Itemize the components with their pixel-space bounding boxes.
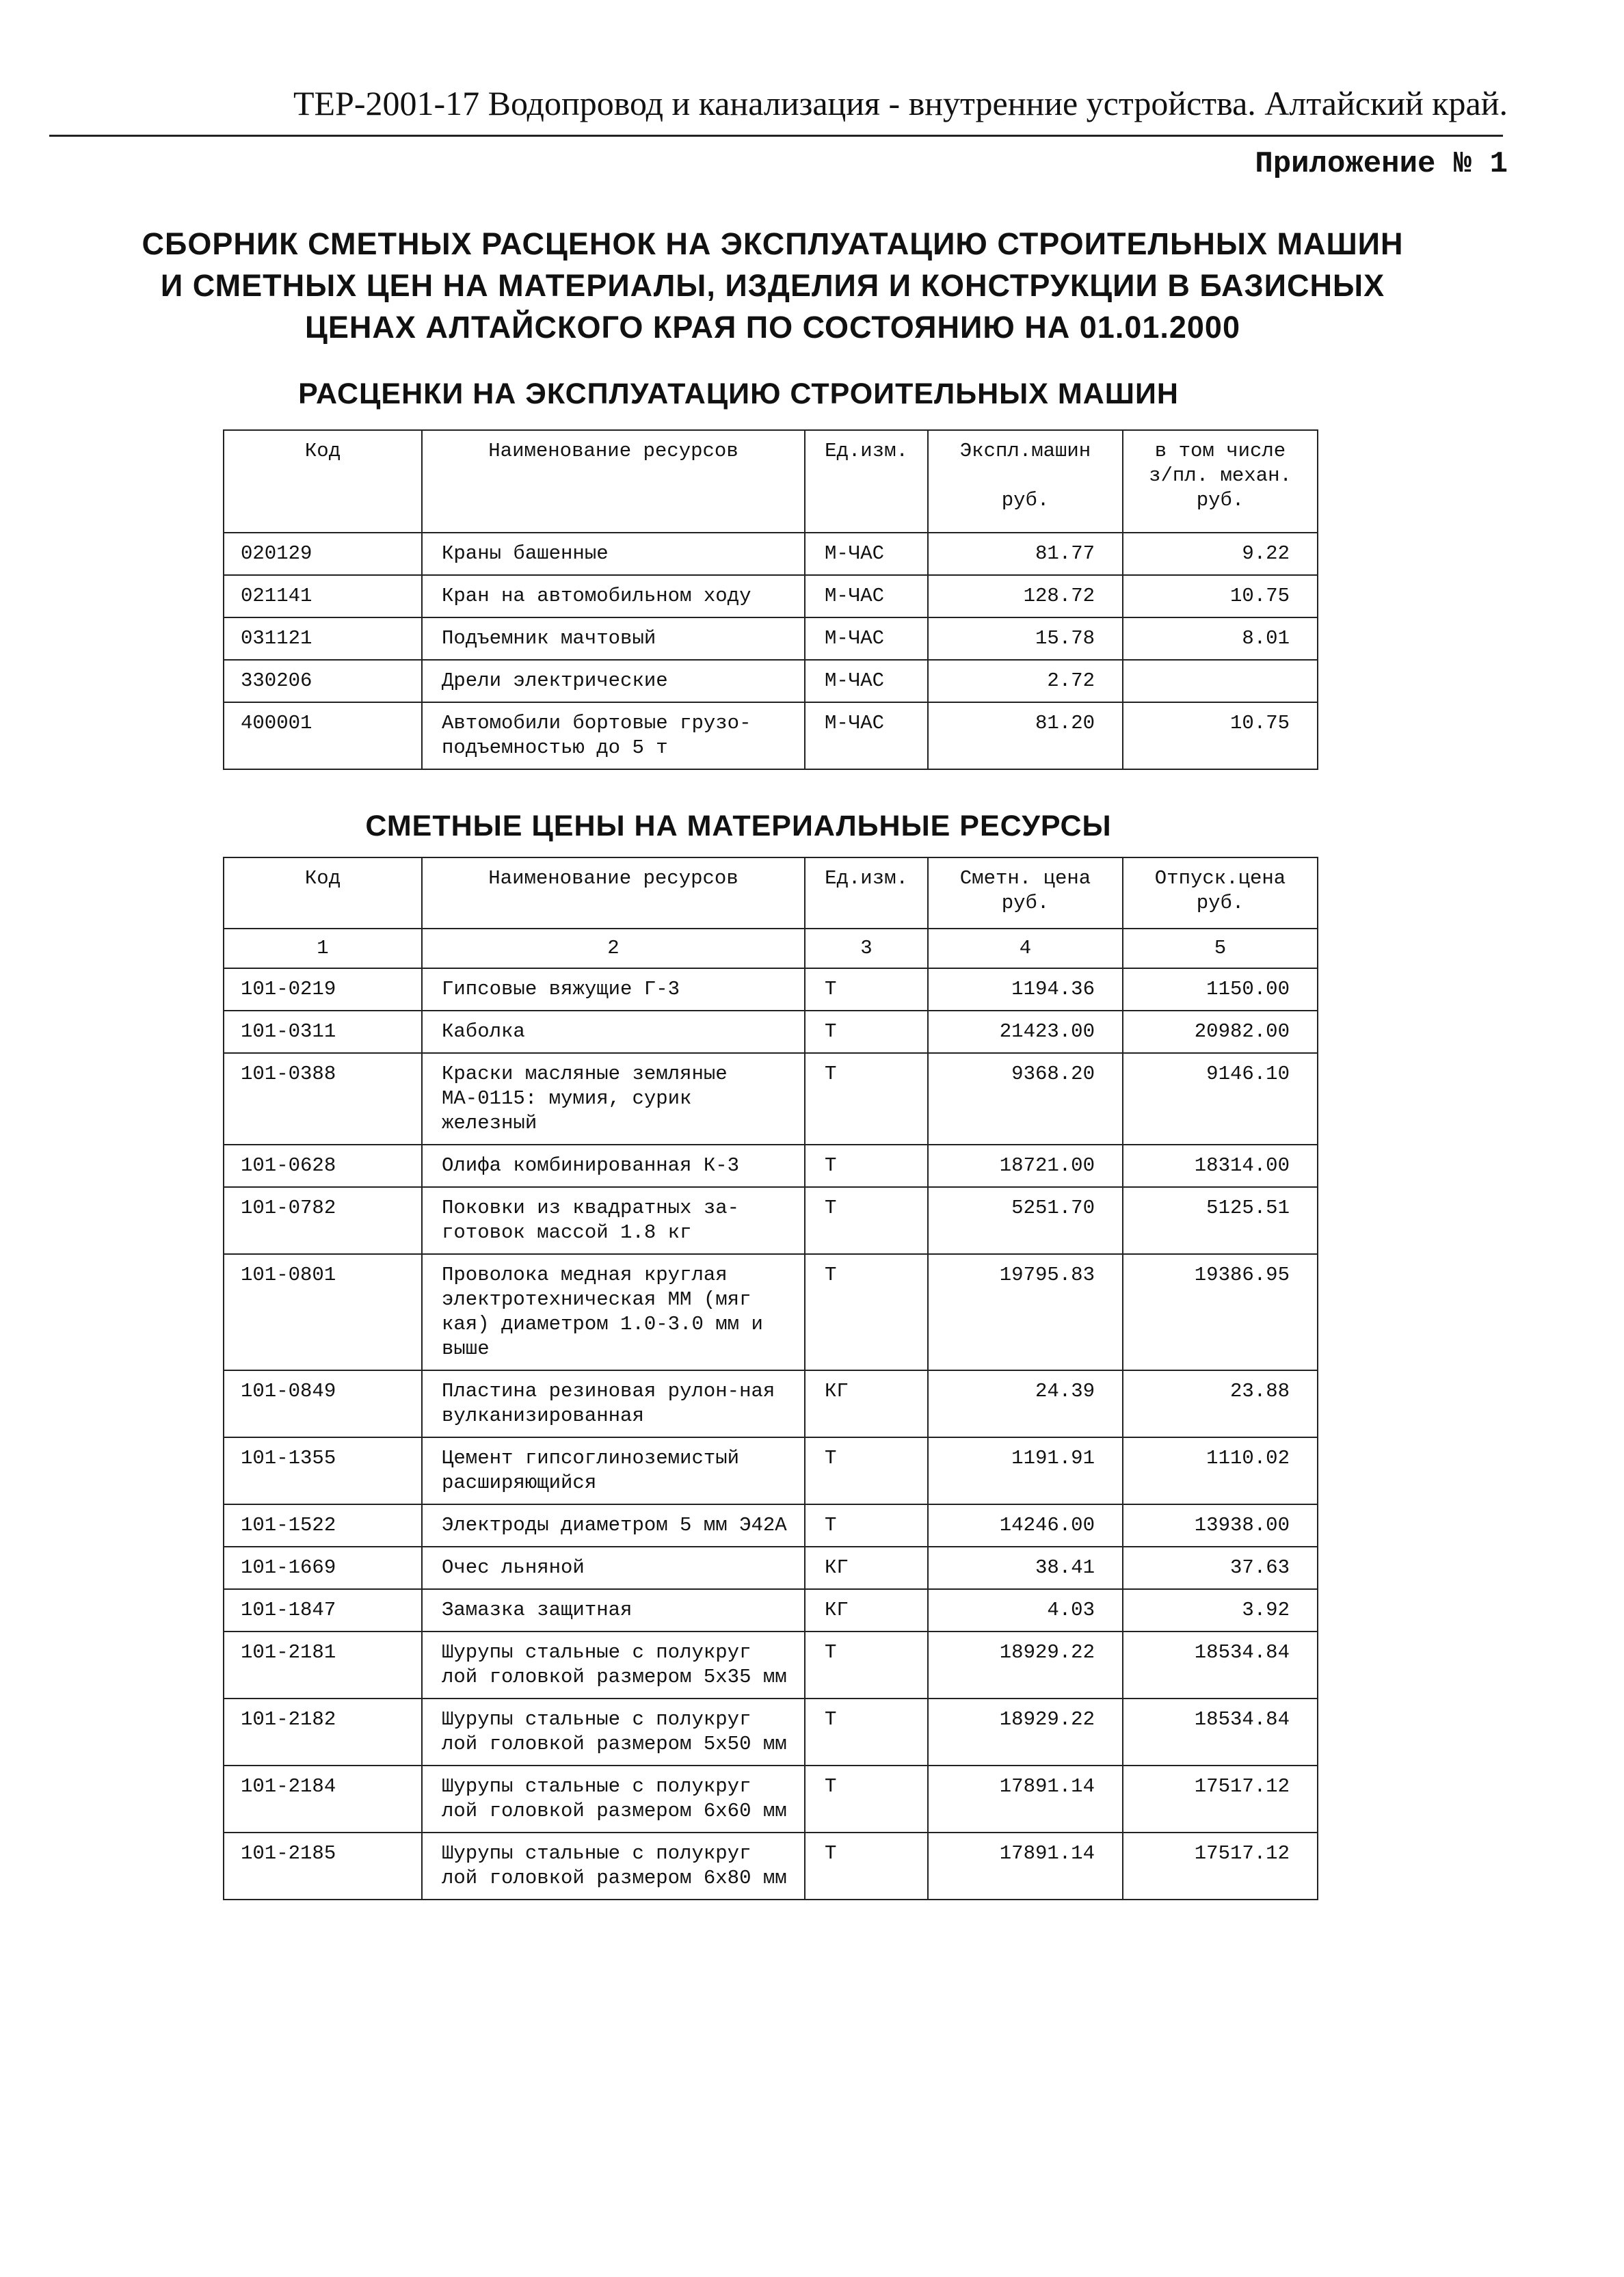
table-row (224, 617, 1318, 660)
header-unit: Ед.изм. (805, 430, 928, 533)
table-row (224, 1370, 1318, 1437)
cell-price: 2.72 (928, 660, 1123, 702)
cell-code: 101-1355 (224, 1437, 422, 1504)
table-row (224, 660, 1318, 702)
cell-unit: Т (805, 1833, 928, 1900)
cell-unit: Т (805, 1053, 928, 1145)
cell-name: Подъемник мачтовый (422, 617, 805, 660)
machines-table (223, 429, 1318, 770)
cell-code: 101-2181 (224, 1632, 422, 1699)
table-row (224, 1766, 1318, 1833)
cell-price-2: 18534.84 (1123, 1699, 1318, 1766)
cell-code: 101-2184 (224, 1766, 422, 1833)
cell-price-2: 1110.02 (1123, 1437, 1318, 1504)
cell-price-2: 5125.51 (1123, 1187, 1318, 1254)
column-number: 2 (422, 929, 805, 968)
cell-name: Электроды диаметром 5 мм Э42А (422, 1504, 805, 1547)
cell-name: Поковки из квадратных за-готовок массой 1.8 кг (422, 1187, 805, 1254)
cell-price: 21423.00 (928, 1011, 1123, 1053)
cell-name: Шурупы стальные с полукруг лой головкой размером 6х60 мм (422, 1766, 805, 1833)
title-line: СБОРНИК СМЕТНЫХ РАСЦЕНОК НА ЭКСПЛУАТАЦИЮ СТРОИТЕЛЬНЫХ МАШИН (142, 226, 1404, 261)
cell-price-2: 3.92 (1123, 1589, 1318, 1632)
header-wage-line2: з/пл. механ. (1149, 464, 1292, 487)
cell-code: 101-2185 (224, 1833, 422, 1900)
cell-code: 101-1847 (224, 1589, 422, 1632)
appendix-label: Приложение № 1 (1255, 147, 1508, 181)
cell-price: 17891.14 (928, 1833, 1123, 1900)
cell-name: Автомобили бортовые грузо-подъемностью до 5 т (422, 702, 805, 769)
machines-header-row (224, 430, 1318, 533)
header-cost-line1: Экспл.машин (959, 440, 1091, 462)
cell-price: 14246.00 (928, 1504, 1123, 1547)
table-row (224, 702, 1318, 769)
cell-price-2: 10.75 (1123, 702, 1318, 769)
cell-unit: Т (805, 1145, 928, 1187)
cell-code: 101-0219 (224, 968, 422, 1011)
cell-unit: Т (805, 1699, 928, 1766)
table-row (224, 1145, 1318, 1187)
header-machine-cost (928, 430, 1123, 533)
cell-price: 15.78 (928, 617, 1123, 660)
cell-name: Замазка защитная (422, 1589, 805, 1632)
table-row (224, 1011, 1318, 1053)
cell-price: 81.20 (928, 702, 1123, 769)
machines-section-title: РАСЦЕНКИ НА ЭКСПЛУАТАЦИЮ СТРОИТЕЛЬНЫХ МАШИН (298, 377, 1179, 410)
cell-price: 1194.36 (928, 968, 1123, 1011)
column-number: 4 (928, 929, 1123, 968)
materials-table-body (224, 968, 1318, 1900)
cell-name: Шурупы стальные с полукруг лой головкой размером 5х35 мм (422, 1632, 805, 1699)
cell-code: 101-0388 (224, 1053, 422, 1145)
cell-code: 101-1669 (224, 1547, 422, 1589)
cell-price-2: 1150.00 (1123, 968, 1318, 1011)
document-title (103, 223, 1443, 348)
table-row (224, 1589, 1318, 1632)
cell-unit: М-ЧАС (805, 660, 928, 702)
cell-price-2: 8.01 (1123, 617, 1318, 660)
machines-table-body (224, 533, 1318, 769)
table-row (224, 1833, 1318, 1900)
cell-code: 330206 (224, 660, 422, 702)
cell-unit: КГ (805, 1589, 928, 1632)
header-name: Наименование ресурсов (422, 430, 805, 533)
cell-price-2: 13938.00 (1123, 1504, 1318, 1547)
cell-price: 9368.20 (928, 1053, 1123, 1145)
cell-code: 101-1522 (224, 1504, 422, 1547)
cell-price: 18929.22 (928, 1632, 1123, 1699)
cell-code: 031121 (224, 617, 422, 660)
running-header: ТЕР-2001-17 Водопровод и канализация - внутренние устройства. Алтайский край. (293, 84, 1508, 122)
column-number-row (224, 929, 1318, 968)
cell-unit: Т (805, 968, 928, 1011)
header-name: Наименование ресурсов (422, 857, 805, 929)
header-release-price: Отпуск.цена руб. (1123, 857, 1318, 929)
table-row (224, 1187, 1318, 1254)
table-row (224, 1547, 1318, 1589)
column-number: 1 (224, 929, 422, 968)
cell-name: Дрели электрические (422, 660, 805, 702)
table-row (224, 1053, 1318, 1145)
cell-unit: КГ (805, 1370, 928, 1437)
cell-price: 81.77 (928, 533, 1123, 575)
cell-name: Цемент гипсоглиноземистый расширяющийся (422, 1437, 805, 1504)
cell-code: 021141 (224, 575, 422, 617)
cell-price-2: 19386.95 (1123, 1254, 1318, 1370)
cell-unit: М-ЧАС (805, 575, 928, 617)
cell-price: 24.39 (928, 1370, 1123, 1437)
table-row (224, 968, 1318, 1011)
header-rule (49, 135, 1503, 137)
table-row (224, 1437, 1318, 1504)
materials-header-row (224, 857, 1318, 929)
cell-price-2: 17517.12 (1123, 1833, 1318, 1900)
table-row (224, 533, 1318, 575)
cell-name: Олифа комбинированная К-3 (422, 1145, 805, 1187)
cell-price-2: 9.22 (1123, 533, 1318, 575)
cell-name: Краски масляные земляные МА-0115: мумия, сурик железный (422, 1053, 805, 1145)
header-unit: Ед.изм. (805, 857, 928, 929)
cell-name: Очес льняной (422, 1547, 805, 1589)
cell-name: Гипсовые вяжущие Г-3 (422, 968, 805, 1011)
cell-unit: Т (805, 1504, 928, 1547)
title-line: ЦЕНАХ АЛТАЙСКОГО КРАЯ ПО СОСТОЯНИЮ НА 01.01.2000 (305, 310, 1240, 345)
cell-price: 128.72 (928, 575, 1123, 617)
cell-price: 1191.91 (928, 1437, 1123, 1504)
cell-name: Пластина резиновая рулон-ная вулканизированная (422, 1370, 805, 1437)
cell-price-2: 23.88 (1123, 1370, 1318, 1437)
column-number: 3 (805, 929, 928, 968)
title-line: И СМЕТНЫХ ЦЕН НА МАТЕРИАЛЫ, ИЗДЕЛИЯ И КОНСТРУКЦИИ В БАЗИСНЫХ (160, 268, 1385, 303)
cell-price-2: 18534.84 (1123, 1632, 1318, 1699)
cell-price-2: 20982.00 (1123, 1011, 1318, 1053)
cell-unit: М-ЧАС (805, 533, 928, 575)
header-estimate-price: Сметн. цена руб. (928, 857, 1123, 929)
table-row (224, 1254, 1318, 1370)
cell-price-2: 37.63 (1123, 1547, 1318, 1589)
cell-code: 400001 (224, 702, 422, 769)
cell-name: Проволока медная круглая электротехническая ММ (мяг кая) диаметром 1.0-3.0 мм и выше (422, 1254, 805, 1370)
header-cost-line2: руб. (1001, 489, 1050, 511)
cell-name: Каболка (422, 1011, 805, 1053)
cell-price-2: 10.75 (1123, 575, 1318, 617)
header-operator-wage (1123, 430, 1318, 533)
cell-unit: Т (805, 1437, 928, 1504)
header-code: Код (224, 430, 422, 533)
header-code: Код (224, 857, 422, 929)
cell-price: 38.41 (928, 1547, 1123, 1589)
column-number: 5 (1123, 929, 1318, 968)
materials-section-title: СМЕТНЫЕ ЦЕНЫ НА МАТЕРИАЛЬНЫЕ РЕСУРСЫ (365, 810, 1112, 842)
cell-name: Шурупы стальные с полукруг лой головкой размером 5х50 мм (422, 1699, 805, 1766)
cell-price-2: 17517.12 (1123, 1766, 1318, 1833)
cell-unit: Т (805, 1766, 928, 1833)
cell-code: 101-0628 (224, 1145, 422, 1187)
cell-code: 101-0782 (224, 1187, 422, 1254)
cell-code: 101-0849 (224, 1370, 422, 1437)
cell-code: 020129 (224, 533, 422, 575)
cell-unit: Т (805, 1187, 928, 1254)
table-row (224, 575, 1318, 617)
cell-name: Шурупы стальные с полукруг лой головкой размером 6х80 мм (422, 1833, 805, 1900)
table-row (224, 1632, 1318, 1699)
header-wage-line1: в том числе (1154, 440, 1286, 462)
materials-table (223, 857, 1318, 1900)
cell-unit: Т (805, 1011, 928, 1053)
cell-price: 19795.83 (928, 1254, 1123, 1370)
cell-code: 101-0801 (224, 1254, 422, 1370)
cell-price: 18721.00 (928, 1145, 1123, 1187)
cell-price-2 (1123, 660, 1318, 702)
cell-unit: Т (805, 1632, 928, 1699)
cell-price: 17891.14 (928, 1766, 1123, 1833)
cell-code: 101-2182 (224, 1699, 422, 1766)
cell-unit: М-ЧАС (805, 617, 928, 660)
cell-name: Кран на автомобильном ходу (422, 575, 805, 617)
cell-price-2: 18314.00 (1123, 1145, 1318, 1187)
table-row (224, 1504, 1318, 1547)
table-row (224, 1699, 1318, 1766)
cell-price: 5251.70 (928, 1187, 1123, 1254)
cell-price: 18929.22 (928, 1699, 1123, 1766)
cell-unit: Т (805, 1254, 928, 1370)
header-wage-line3: руб. (1196, 489, 1244, 511)
cell-price: 4.03 (928, 1589, 1123, 1632)
cell-name: Краны башенные (422, 533, 805, 575)
cell-unit: М-ЧАС (805, 702, 928, 769)
cell-price-2: 9146.10 (1123, 1053, 1318, 1145)
cell-code: 101-0311 (224, 1011, 422, 1053)
cell-unit: КГ (805, 1547, 928, 1589)
